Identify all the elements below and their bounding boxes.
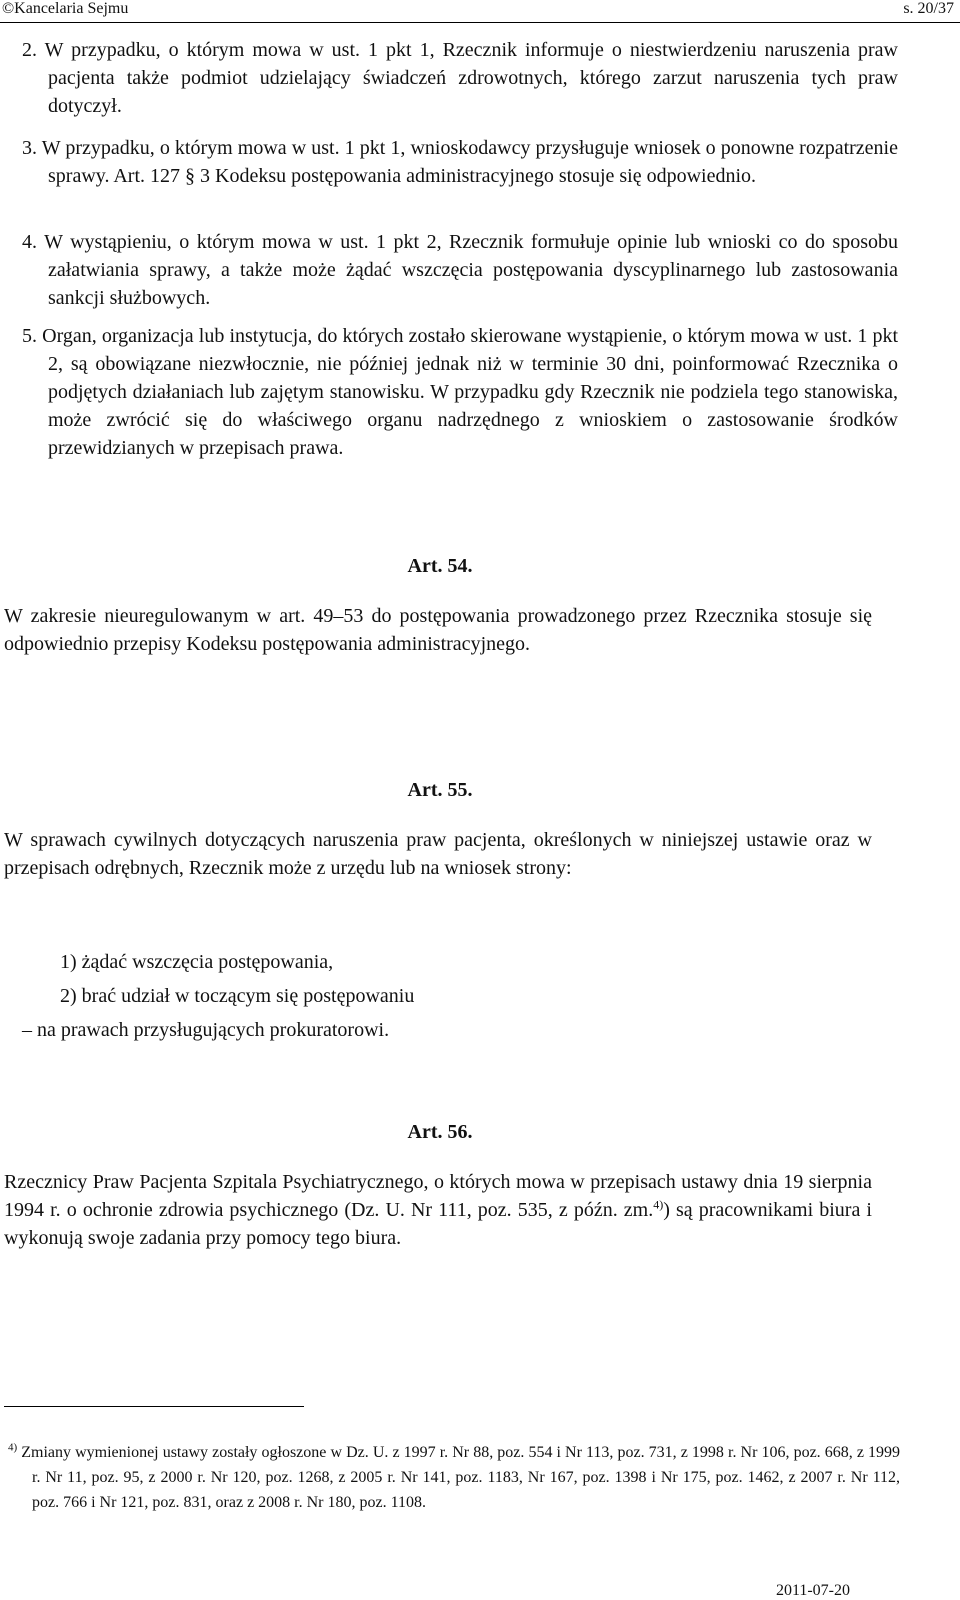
article-54-text: W zakresie nieuregulowanym w art. 49–53 do postępowania prowadzonego przez Rzecznika stosuje się odpowiednio przepisy Kodeksu postępowania administracyjnego. [4, 605, 872, 655]
paragraph-5: 5. Organ, organizacja lub instytucja, do których zostało skierowane wystąpienie, o którym mowa w ust. 1 pkt 2, są obowiązane niezwłocznie, nie później jednak niż w terminie 30 dni, poinformować Rzecznika o podjętych działaniach lub zajętym stanowisku. W przypadku gdy Rzecznik nie podziela tego stanowiska, może zwrócić się do właściwego organu nadrzędnego z wnioskiem o zastosowanie środków przewidzianych w przepisach prawa. [22, 325, 898, 459]
publisher-label: ©Kancelaria Sejmu [2, 0, 129, 17]
footnote-separator [4, 1406, 304, 1407]
paragraph-4: 4. W wystąpieniu, o którym mowa w ust. 1 pkt 2, Rzecznik formułuje opinie lub wnioski co do sposobu załatwiania sprawy, a także może żądać wszczęcia postępowania dyscyplinarnego lub zastosowania sankcji służbowych. [22, 231, 898, 309]
footnote-mark: 4) [8, 1441, 18, 1454]
paragraph-2: 2. W przypadku, o którym mowa w ust. 1 pkt 1, Rzecznik informuje o niestwierdzeniu naruszenia praw pacjenta także podmiot udzielający świadczeń zdrowotnych, którego zarzut naruszenia tych praw dotyczył. [22, 39, 898, 117]
article-56-text [4, 1168, 872, 1252]
article-56-title: Art. 56. [407, 1121, 473, 1143]
page-header [0, 0, 960, 23]
document-date: 2011-07-20 [775, 1582, 850, 1599]
article-55-closing: – na prawach przysługujących prokuratorowi. [22, 1019, 390, 1041]
article-54-title: Art. 54. [407, 555, 473, 577]
article-55-item-1: 1) żądać wszczęcia postępowania, [60, 951, 334, 973]
article-55-title: Art. 55. [407, 779, 473, 801]
article-55-text: W sprawach cywilnych dotyczących naruszenia praw pacjenta, określonych w niniejszej ustawie oraz w przepisach odrębnych, Rzecznik może z urzędu lub na wniosek strony: [4, 829, 872, 879]
footnote-reference[interactable]: 4) [653, 1197, 664, 1212]
footnote-4 [4, 1440, 900, 1515]
article-55-item-2: 2) brać udział w toczącym się postępowaniu [60, 985, 415, 1007]
article-56-text-after: ) są pracownikami biura i wykonują swoje zadania przy pomocy tego biura. [4, 1199, 872, 1249]
paragraph-3: 3. W przypadku, o którym mowa w ust. 1 pkt 1, wnioskodawcy przysługuje wniosek o ponowne rozpatrzenie sprawy. Art. 127 § 3 Kodeksu postępowania administracyjnego stosuje się odpowiednio. [22, 137, 898, 187]
page-number: s. 20/37 [903, 0, 954, 17]
footnote-text: Zmiany wymienionej ustawy zostały ogłoszone w Dz. U. z 1997 r. Nr 88, poz. 554 i Nr 113, poz. 731, z 1998 r. Nr 106, poz. 668, z 1999 r. Nr 11, poz. 95, z 2000 r. Nr 120, poz. 1268, z 2005 r. Nr 141, poz. 1183, Nr 167, poz. 1398 i Nr 175, poz. 1462, z 2007 r. Nr 112, poz. 766 i Nr 121, poz. 831, oraz z 2008 r. Nr 180, poz. 1108. [21, 1444, 901, 1511]
article-56-text-before: Rzecznicy Praw Pacjenta Szpitala Psychiatrycznego, o których mowa w przepisach ustawy dnia 19 sierpnia 1994 r. o ochronie zdrowia psychicznego (Dz. U. Nr 111, poz. 535, z późn. zm. [4, 1171, 872, 1221]
